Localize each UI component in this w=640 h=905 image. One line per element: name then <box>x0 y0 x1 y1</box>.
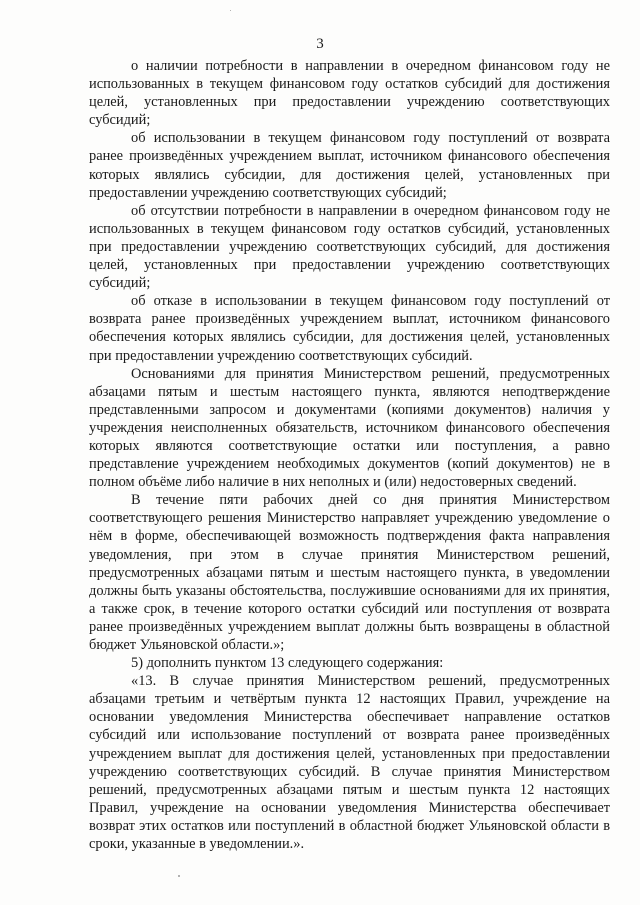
paragraph-8: «13. В случае принятия Министерством решений, предусмотренных абзацами третьим и четвёртым пункта 12 настоящих Правил, учреждение на основании уведомления Министерства обеспечивает направление остатков субсидий или использование поступлений от возврата ранее произведённых учреждением выплат для достижения целей, установленных при предоставлении учреждению соответствующих субсидий. В случае принятия Министерством решений, предусмотренных абзацами пятым и шестым пункта 12 настоящих Правил, учреждение на основании уведомления Министерства обеспечивает возврат этих остатков или поступлений в областной бюджет Ульяновской области в сроки, указанные в уведомлении.». <box>89 673 610 853</box>
document-body <box>89 57 610 853</box>
scan-speck <box>178 875 180 877</box>
paragraph-1: о наличии потребности в направлении в очередном финансовом году не использованных в текущем финансовом году остатков субсидий для достижения целей, установленных при предоставлении учреждению соответствующих субсидий; <box>89 58 610 129</box>
paragraph-2: об использовании в текущем финансовом году поступлений от возврата ранее произведённых учреждением выплат, источником финансового обеспечения которых являлись субсидии, для достижения целей, установленных при предоставлении учреждению соответствующих субсидий; <box>89 130 610 201</box>
paragraph-3: об отсутствии потребности в направлении в очередном финансовом году не использованных в текущем финансовом году остатков субсидий, установленных при предоставлении учреждению соответствующих субсидий, для достижения целей, установленных при предоставлении учреждению соответствующих субсидий; <box>89 202 610 292</box>
paragraph-4: об отказе в использовании в текущем финансовом году поступлений от возврата ранее произведённых учреждением выплат, источником финансового обеспечения которых являлись субсидии, для достижения целей, установленных при предоставлении учреждению соответствующих субсидий. <box>89 293 610 364</box>
paragraph-6: В течение пяти рабочих дней со дня принятия Министерством соответствующего решения Министерство направляет учреждению уведомление о нём в форме, обеспечивающей возможность подтверждения факта направления уведомления, при этом в случае принятия Министерством решений, предусмотренных абзацами пятым и шестым настоящего пункта, в уведомлении должны быть указаны обстоятельства, послужившие основаниями для их принятия, а также срок, в течение которого остатки субсидий или поступления от возврата ранее произведённых учреждением выплат должны быть возвращены в областной бюджет Ульяновской области.»; <box>89 492 610 653</box>
scan-speck <box>230 10 231 11</box>
paragraph-5: Основаниями для принятия Министерством решений, предусмотренных абзацами пятым и шестым настоящего пункта, являются неподтверждение представленными запросом и документами (копиями документов) наличия у учреждения неисполненных обязательств, источником финансового обеспечения которых являются соответствующие остатки или поступления, а равно представление учреждением необходимых документов (копий документов) не в полном объёме либо наличие в них неполных и (или) недостоверных сведений. <box>89 365 610 491</box>
page-number: 3 <box>316 36 324 52</box>
paragraph-7: 5) дополнить пунктом 13 следующего содержания: <box>131 655 444 672</box>
